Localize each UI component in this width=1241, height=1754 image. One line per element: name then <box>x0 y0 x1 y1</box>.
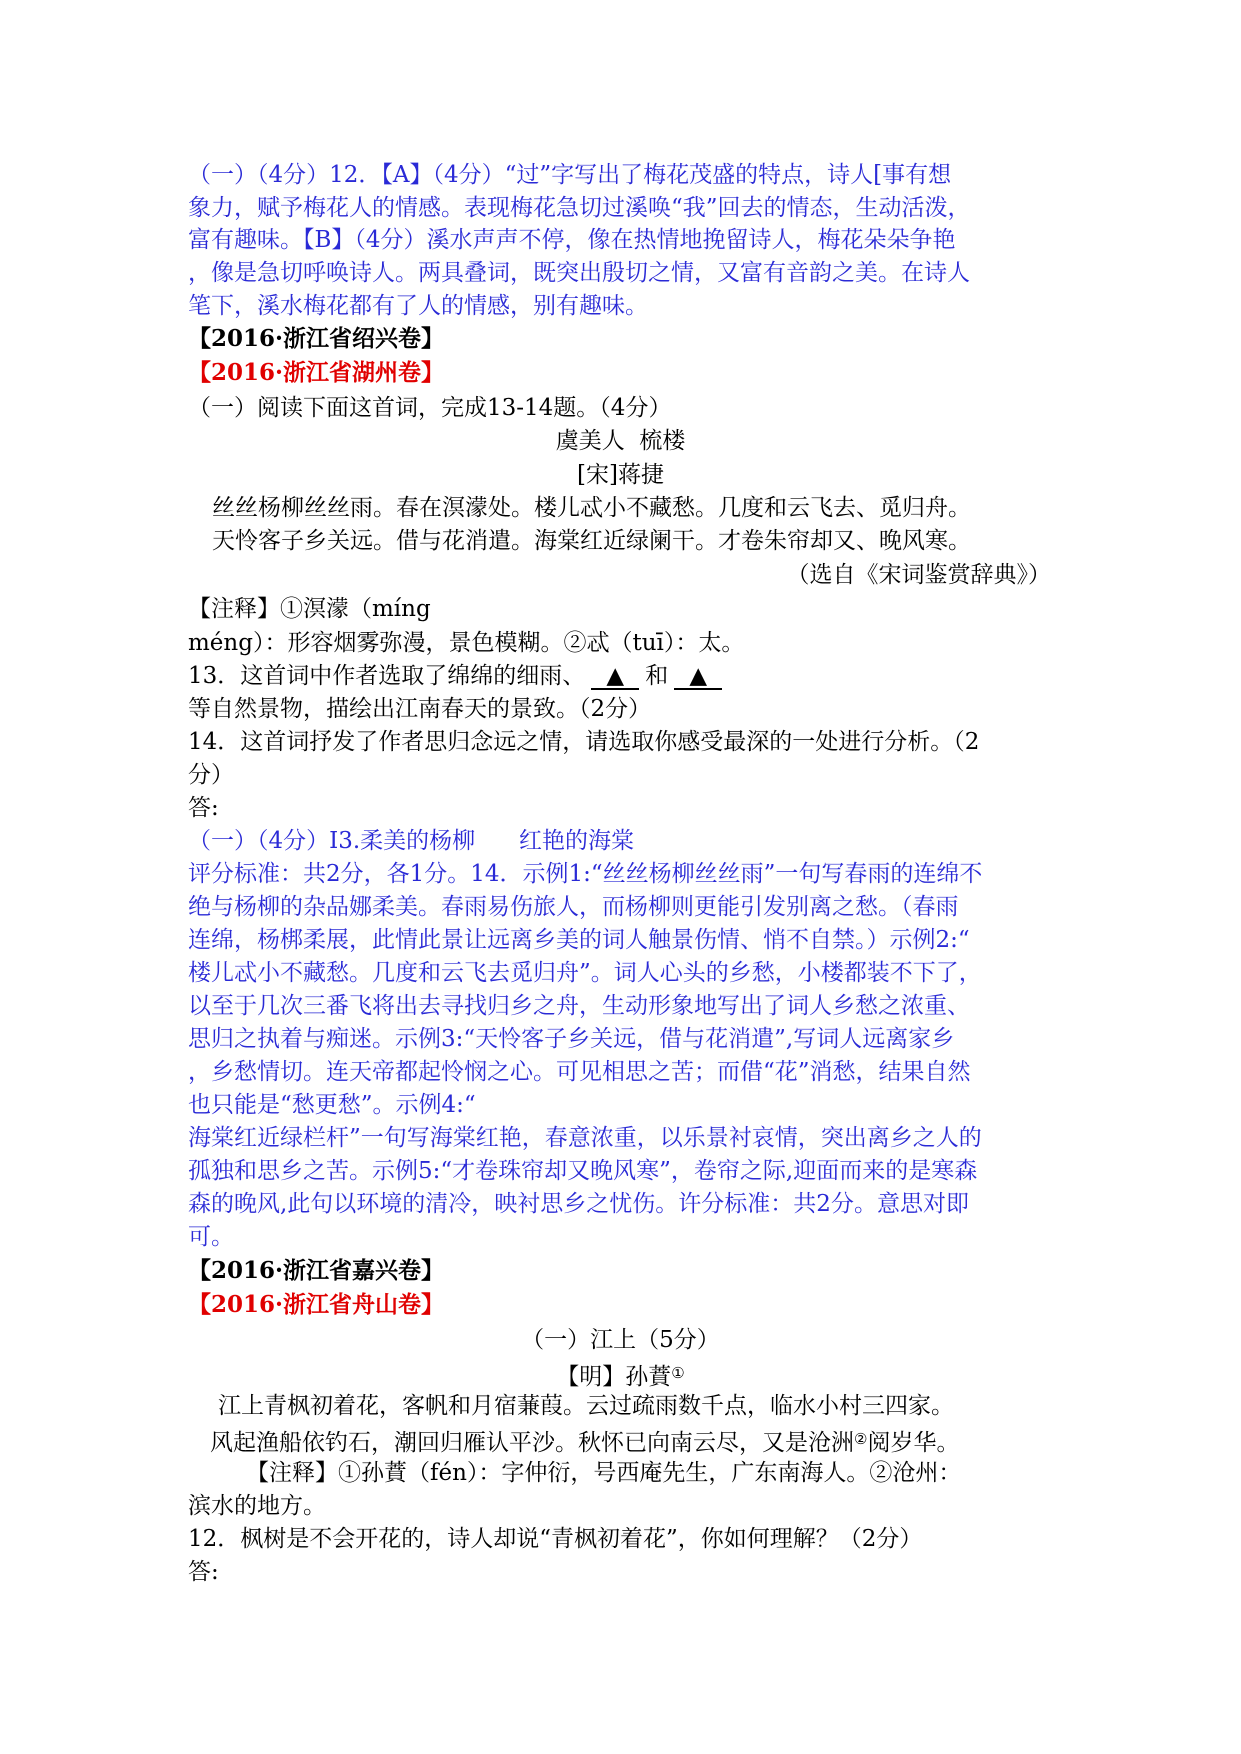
poem-line: 丝丝杨柳丝丝雨。春在溟濛处。楼儿忒小不藏愁。几度和云飞去、觅归舟。 <box>212 495 971 521</box>
annotation-line: 滨水的地方。 <box>188 1493 326 1519</box>
annotation-line: méng）：形容烟雾弥漫，景色模糊。②忒（tuī）：太。 <box>188 630 745 656</box>
poem-line: 天怜客子乡关远。借与花消遣。海棠红近绿阑干。才卷朱帘却又、晚风寒。 <box>212 528 971 554</box>
question-text: 和 <box>645 663 669 689</box>
answer-line: 连绵，杨梆柔展，此情此景让远离乡美的词人触景伤情、悄不自禁。）示例2:“ <box>188 927 970 953</box>
answer-line: ，乡愁情切。连天帝都起怜悯之心。可见相思之苦；而借“花”消愁，结果自然 <box>188 1059 971 1085</box>
poem-text: 阅岁华。 <box>867 1430 960 1456</box>
answer-line: 评分标准：共2分，各1分。14．示例1:“丝丝杨柳丝丝雨”一句写春雨的连绵不 <box>188 861 983 887</box>
section-header-zhoushan: 【2016·浙江省舟山卷】 <box>188 1291 445 1318</box>
answer-line: 笔下，溪水梅花都有了人的情感，别有趣味。 <box>188 293 648 319</box>
answer-label: 答: <box>188 795 219 821</box>
answer-label: 答: <box>188 1559 219 1585</box>
poem-line: 江上青枫初着花，客帆和月宿蒹葭。云过疏雨数千点，临水小村三四家。 <box>218 1393 954 1419</box>
answer-line: 海棠红近绿栏杆”一句写海棠红艳，春意浓重，以乐景衬哀情，突出离乡之人的 <box>188 1125 982 1151</box>
question-12: 12．枫树是不会开花的，诗人却说“青枫初着花”，你如何理解？（2分） <box>188 1526 923 1552</box>
answer-line: ，像是急切呼唤诗人。两具叠词，既突出殷切之情，又富有音韵之美。在诗人 <box>188 260 970 286</box>
section-header-jiaxing: 【2016·浙江省嘉兴卷】 <box>188 1257 445 1284</box>
answer-line: 楼儿忒小不藏愁。几度和云飞去觅归舟”。词人心头的乡愁，小楼都装不下了， <box>188 960 982 986</box>
poem-title: （一）江上（5分） <box>521 1327 720 1353</box>
annotation-line: 【注释】①溟濛（míng <box>188 596 431 622</box>
answer-line: 以至于几次三番飞将出去寻找归乡之舟，生动形象地写出了词人乡愁之浓重、 <box>188 993 970 1019</box>
answer-line: 象力，赋予梅花人的情感。表现梅花急切过溪唤“我”回去的情态，生动活泼， <box>188 195 971 221</box>
question-text: 分） <box>188 762 234 788</box>
reading-instruction: （一）阅读下面这首词，完成13-14题。（4分） <box>188 395 672 421</box>
answer-line: （一）（4分）I3.柔美的杨柳 红艳的海棠 <box>188 828 635 854</box>
section-header-huzhou: 【2016·浙江省湖州卷】 <box>188 359 445 386</box>
poem-author-name: 【明】孙蕡 <box>556 1364 672 1390</box>
answer-line: 富有趣味。【B】（4分）溪水声声不停，像在热情地挽留诗人，梅花朵朵争艳 <box>188 227 956 253</box>
poem-text: 风起渔船依钓石，潮回归雁认平沙。秋怀已向南云尽，又是沧洲 <box>210 1430 854 1456</box>
answer-line: 孤独和思乡之苦。示例5:“才卷珠帘却又晚风寒”，卷帘之际,迎面而来的是寒森 <box>188 1158 978 1184</box>
answer-line: 森的晚风,此句以环境的清冷，映衬思乡之忧伤。许分标准：共2分。意思对即 <box>188 1191 969 1217</box>
answer-blank: ▲ <box>591 664 639 690</box>
question-14: 14．这首词抒发了作者思归念远之情，请选取你感受最深的一处进行分析。（2 <box>188 729 980 755</box>
answer-line: 可。 <box>188 1224 234 1250</box>
poem-title: 虞美人 梳楼 <box>555 428 686 454</box>
poem-author: [宋]蒋捷 <box>577 462 664 488</box>
annotation-line: 【注释】①孙蕡（fén）：字仲衍，号西庵先生，广东南海人。②沧州： <box>246 1460 962 1486</box>
answer-line: 绝与杨柳的杂品娜柔美。春雨易伤旅人，而杨柳则更能引发别离之愁。（春雨 <box>188 894 959 920</box>
poem-source: （选自《宋词鉴赏辞典》） <box>786 562 1051 588</box>
footnote-mark: ① <box>671 1364 685 1382</box>
question-text: 13．这首词中作者选取了绵绵的细雨、 <box>188 663 586 689</box>
poem-line <box>210 1422 959 1460</box>
footnote-mark: ② <box>854 1430 868 1448</box>
question-text: 等自然景物，描绘出江南春天的景致。（2分） <box>188 696 652 722</box>
question-13 <box>188 659 728 693</box>
answer-line: 思归之执着与痴迷。示例3:“天怜客子乡关远，借与花消遣”,写词人远离家乡 <box>188 1026 955 1052</box>
answer-line: （一）（4分）12．【A】（4分）“过”字写出了梅花茂盛的特点，诗人[事有想 <box>188 162 952 188</box>
answer-line: 也只能是“愁更愁”。示例4:“ <box>188 1092 476 1118</box>
answer-blank: ▲ <box>674 664 722 690</box>
section-header-shaoxing: 【2016·浙江省绍兴卷】 <box>188 325 445 352</box>
